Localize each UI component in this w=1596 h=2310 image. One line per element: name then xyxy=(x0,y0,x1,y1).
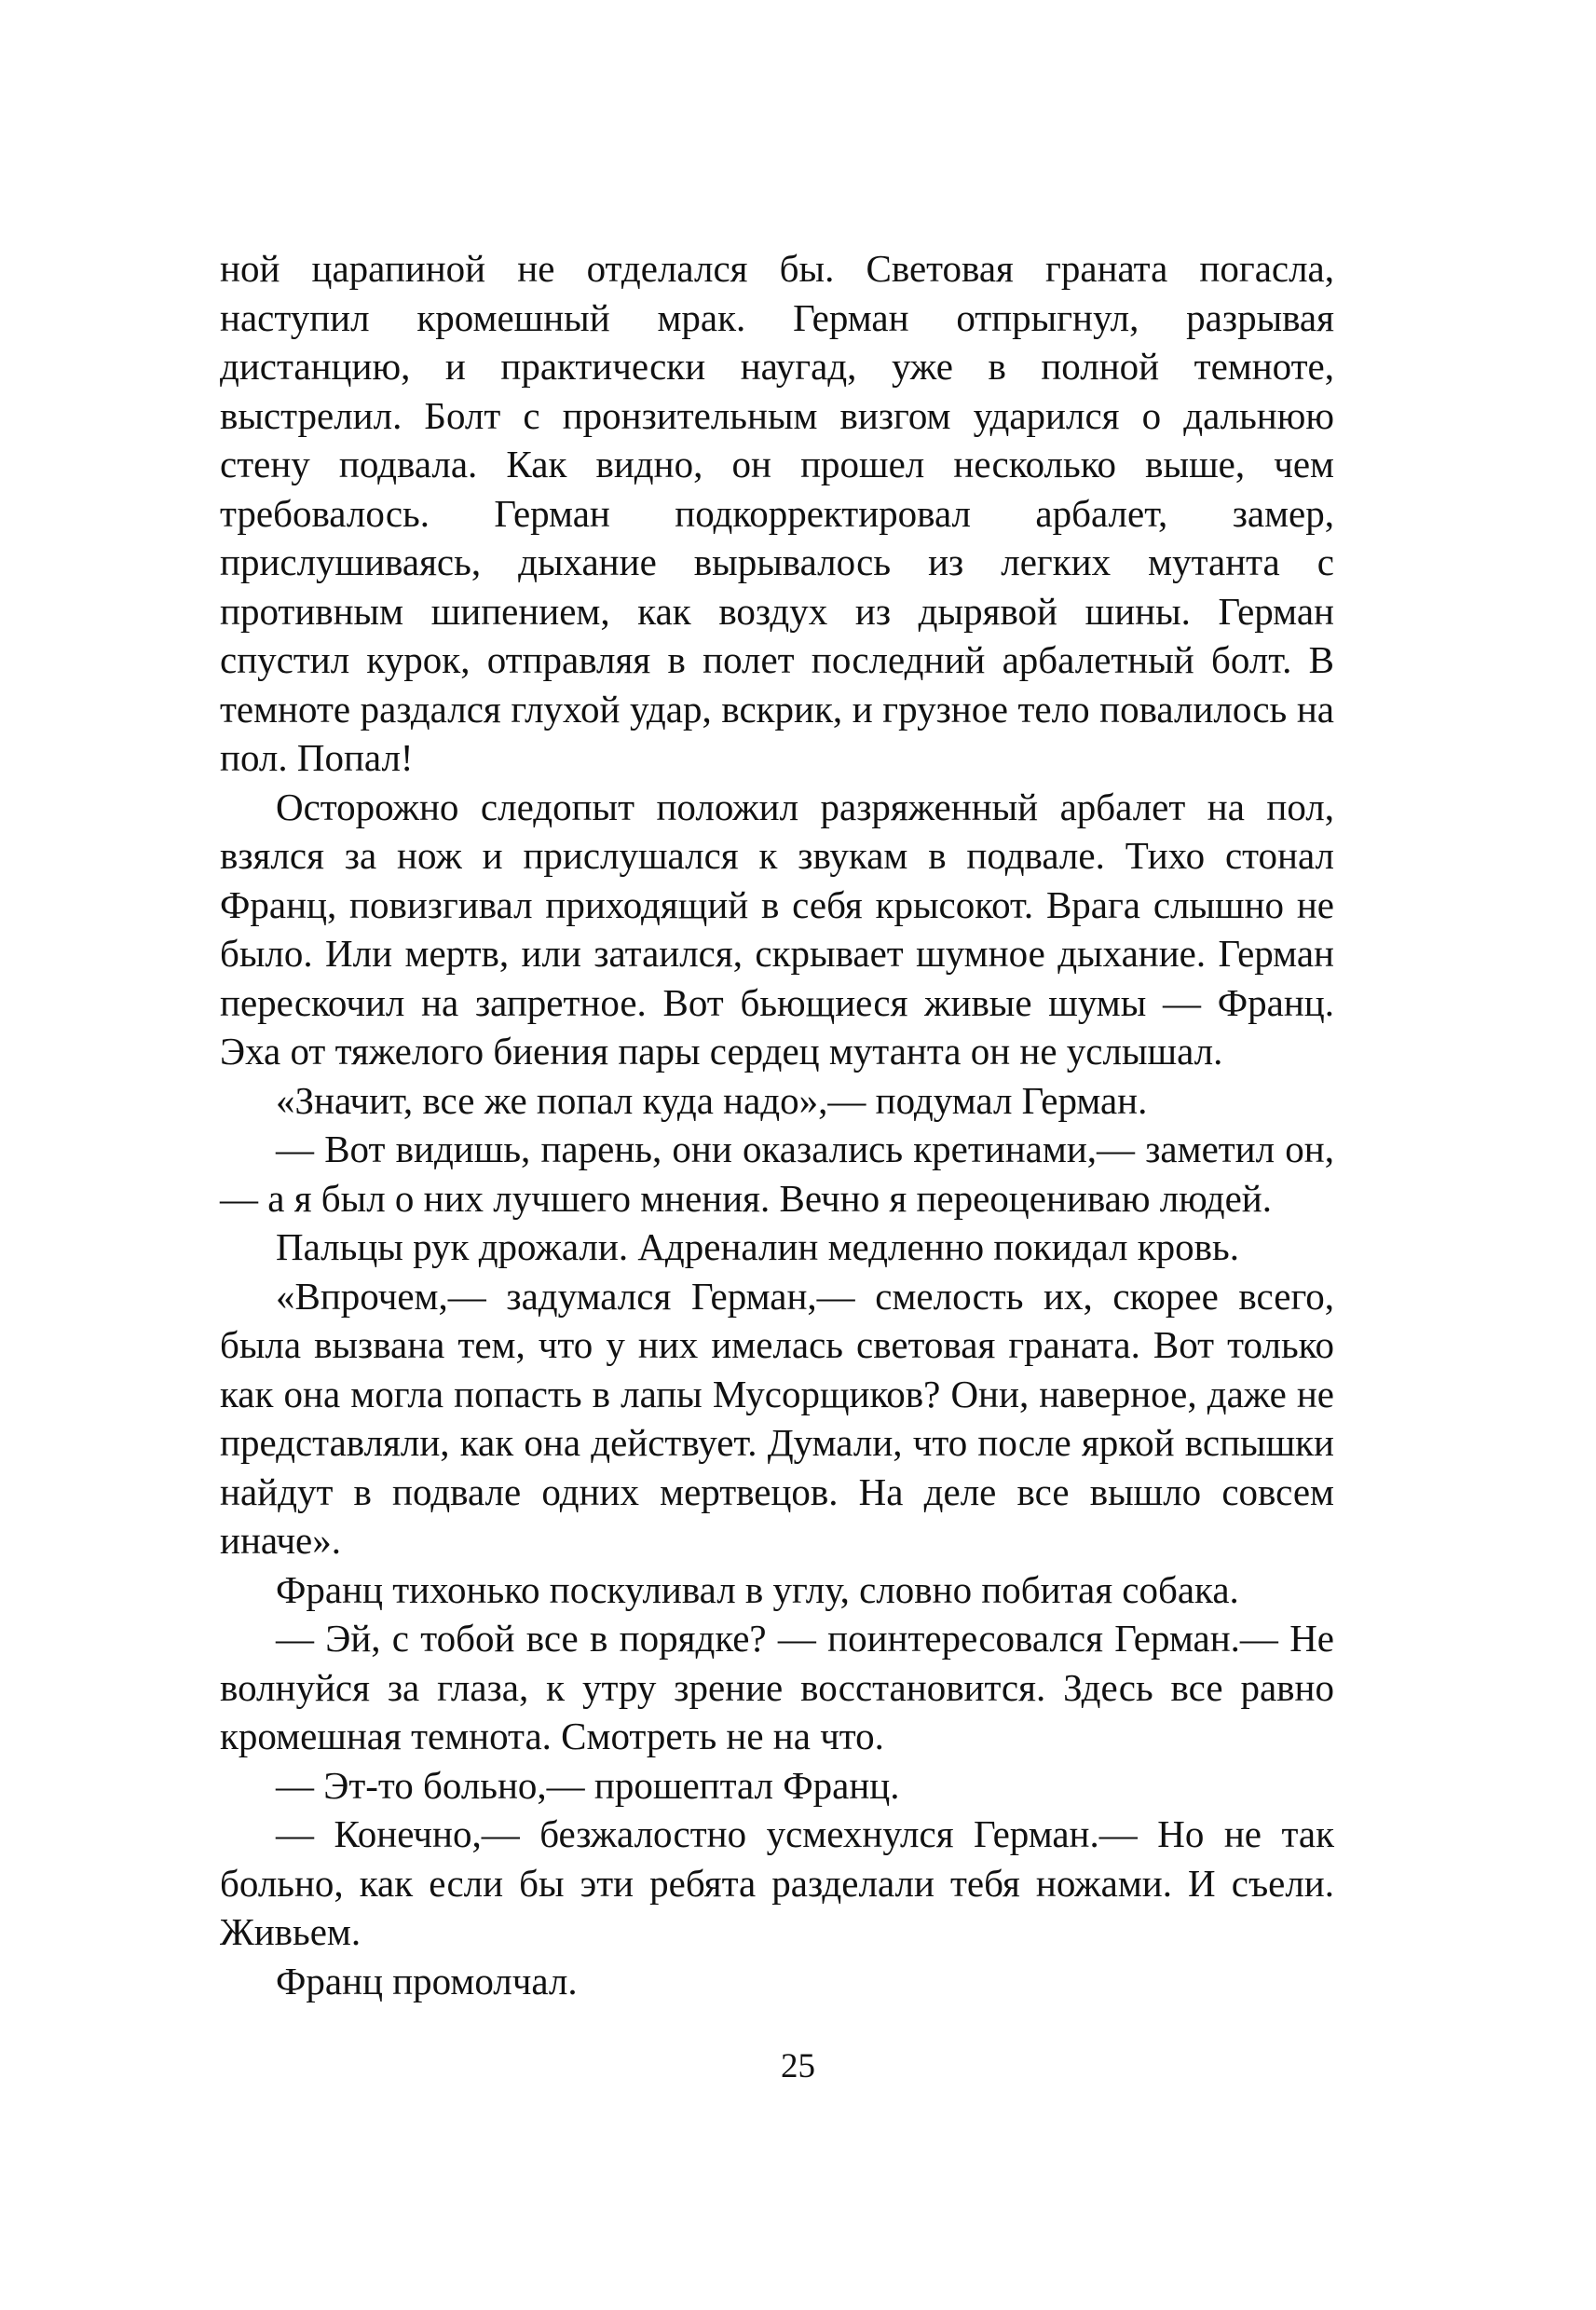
paragraph: Франц промолчал. xyxy=(276,1959,578,2002)
paragraph: — Эй, с тобой все в порядке? — поинтересовался Герман.— Не волнуйся за глаза, к утру зрение восстановится. Здесь все равно кромешная темнота. Смотреть не на что. xyxy=(220,1617,1334,1757)
paragraph: — Конечно,— безжалостно усмехнулся Герман.— Но не так больно, как если бы эти ребята разделали тебя ножами. И съели. Живьем. xyxy=(220,1812,1334,1953)
page-number: 25 xyxy=(781,2047,815,2085)
paragraph: «Значит, все же попал куда надо»,— подумал Герман. xyxy=(276,1078,1148,1122)
paragraph-continued: ной царапиной не отделался бы. Световая граната погасла, наступил кромешный мрак. Герман отпрыгнул, разрывая дистанцию, и практически наугад, уже в полной темноте, выстрелил. Болт с пронзительным визгом ударился о дальнюю стену подвала. Как видно, он прошел несколько выше, чем требовалось. Герман подкорректировал арбалет, замер, прислушиваясь, дыхание вырывалось из легких мутанта с противным шипением, как воздух из дырявой шины. Герман спустил курок, отправляя в полет последний арбалетный болт. В темноте раздался глухой удар, вскрик, и грузное тело повалилось на пол. Попал! xyxy=(220,247,1334,779)
paragraph: — Эт-то больно,— прошептал Франц. xyxy=(276,1763,900,1807)
paragraph: «Впрочем,— задумался Герман,— смелость их, скорее всего, была вызвана тем, что у них имелась световая граната. Вот только как она могла попасть в лапы Мусорщиков? Они, наверное, даже не представляли, как она действует. Думали, что после яркой вспышки найдут в подвале одних мертвецов. На деле все вышло совсем иначе». xyxy=(220,1274,1334,1562)
paragraph: Пальцы рук дрожали. Адреналин медленно покидал кровь. xyxy=(276,1225,1239,1268)
paragraph: — Вот видишь, парень, они оказались кретинами,— заметил он,— а я был о них лучшего мнения. Вечно я переоцениваю людей. xyxy=(220,1128,1334,1220)
paragraph: Осторожно следопыт положил разряженный арбалет на пол, взялся за нож и прислушался к звукам в подвале. Тихо стонал Франц, повизгивал приходящий в себя крысокот. Врага слышно не было. Или мертв, или затаился, скрывает шумное дыхание. Герман перескочил на запретное. Вот бьющиеся живые шумы — Франц. Эха от тяжелого биения пары сердец мутанта он не услышал. xyxy=(220,785,1334,1073)
paragraph: Франц тихонько поскуливал в углу, словно побитая собака. xyxy=(276,1567,1239,1611)
body-text xyxy=(220,244,1334,2005)
